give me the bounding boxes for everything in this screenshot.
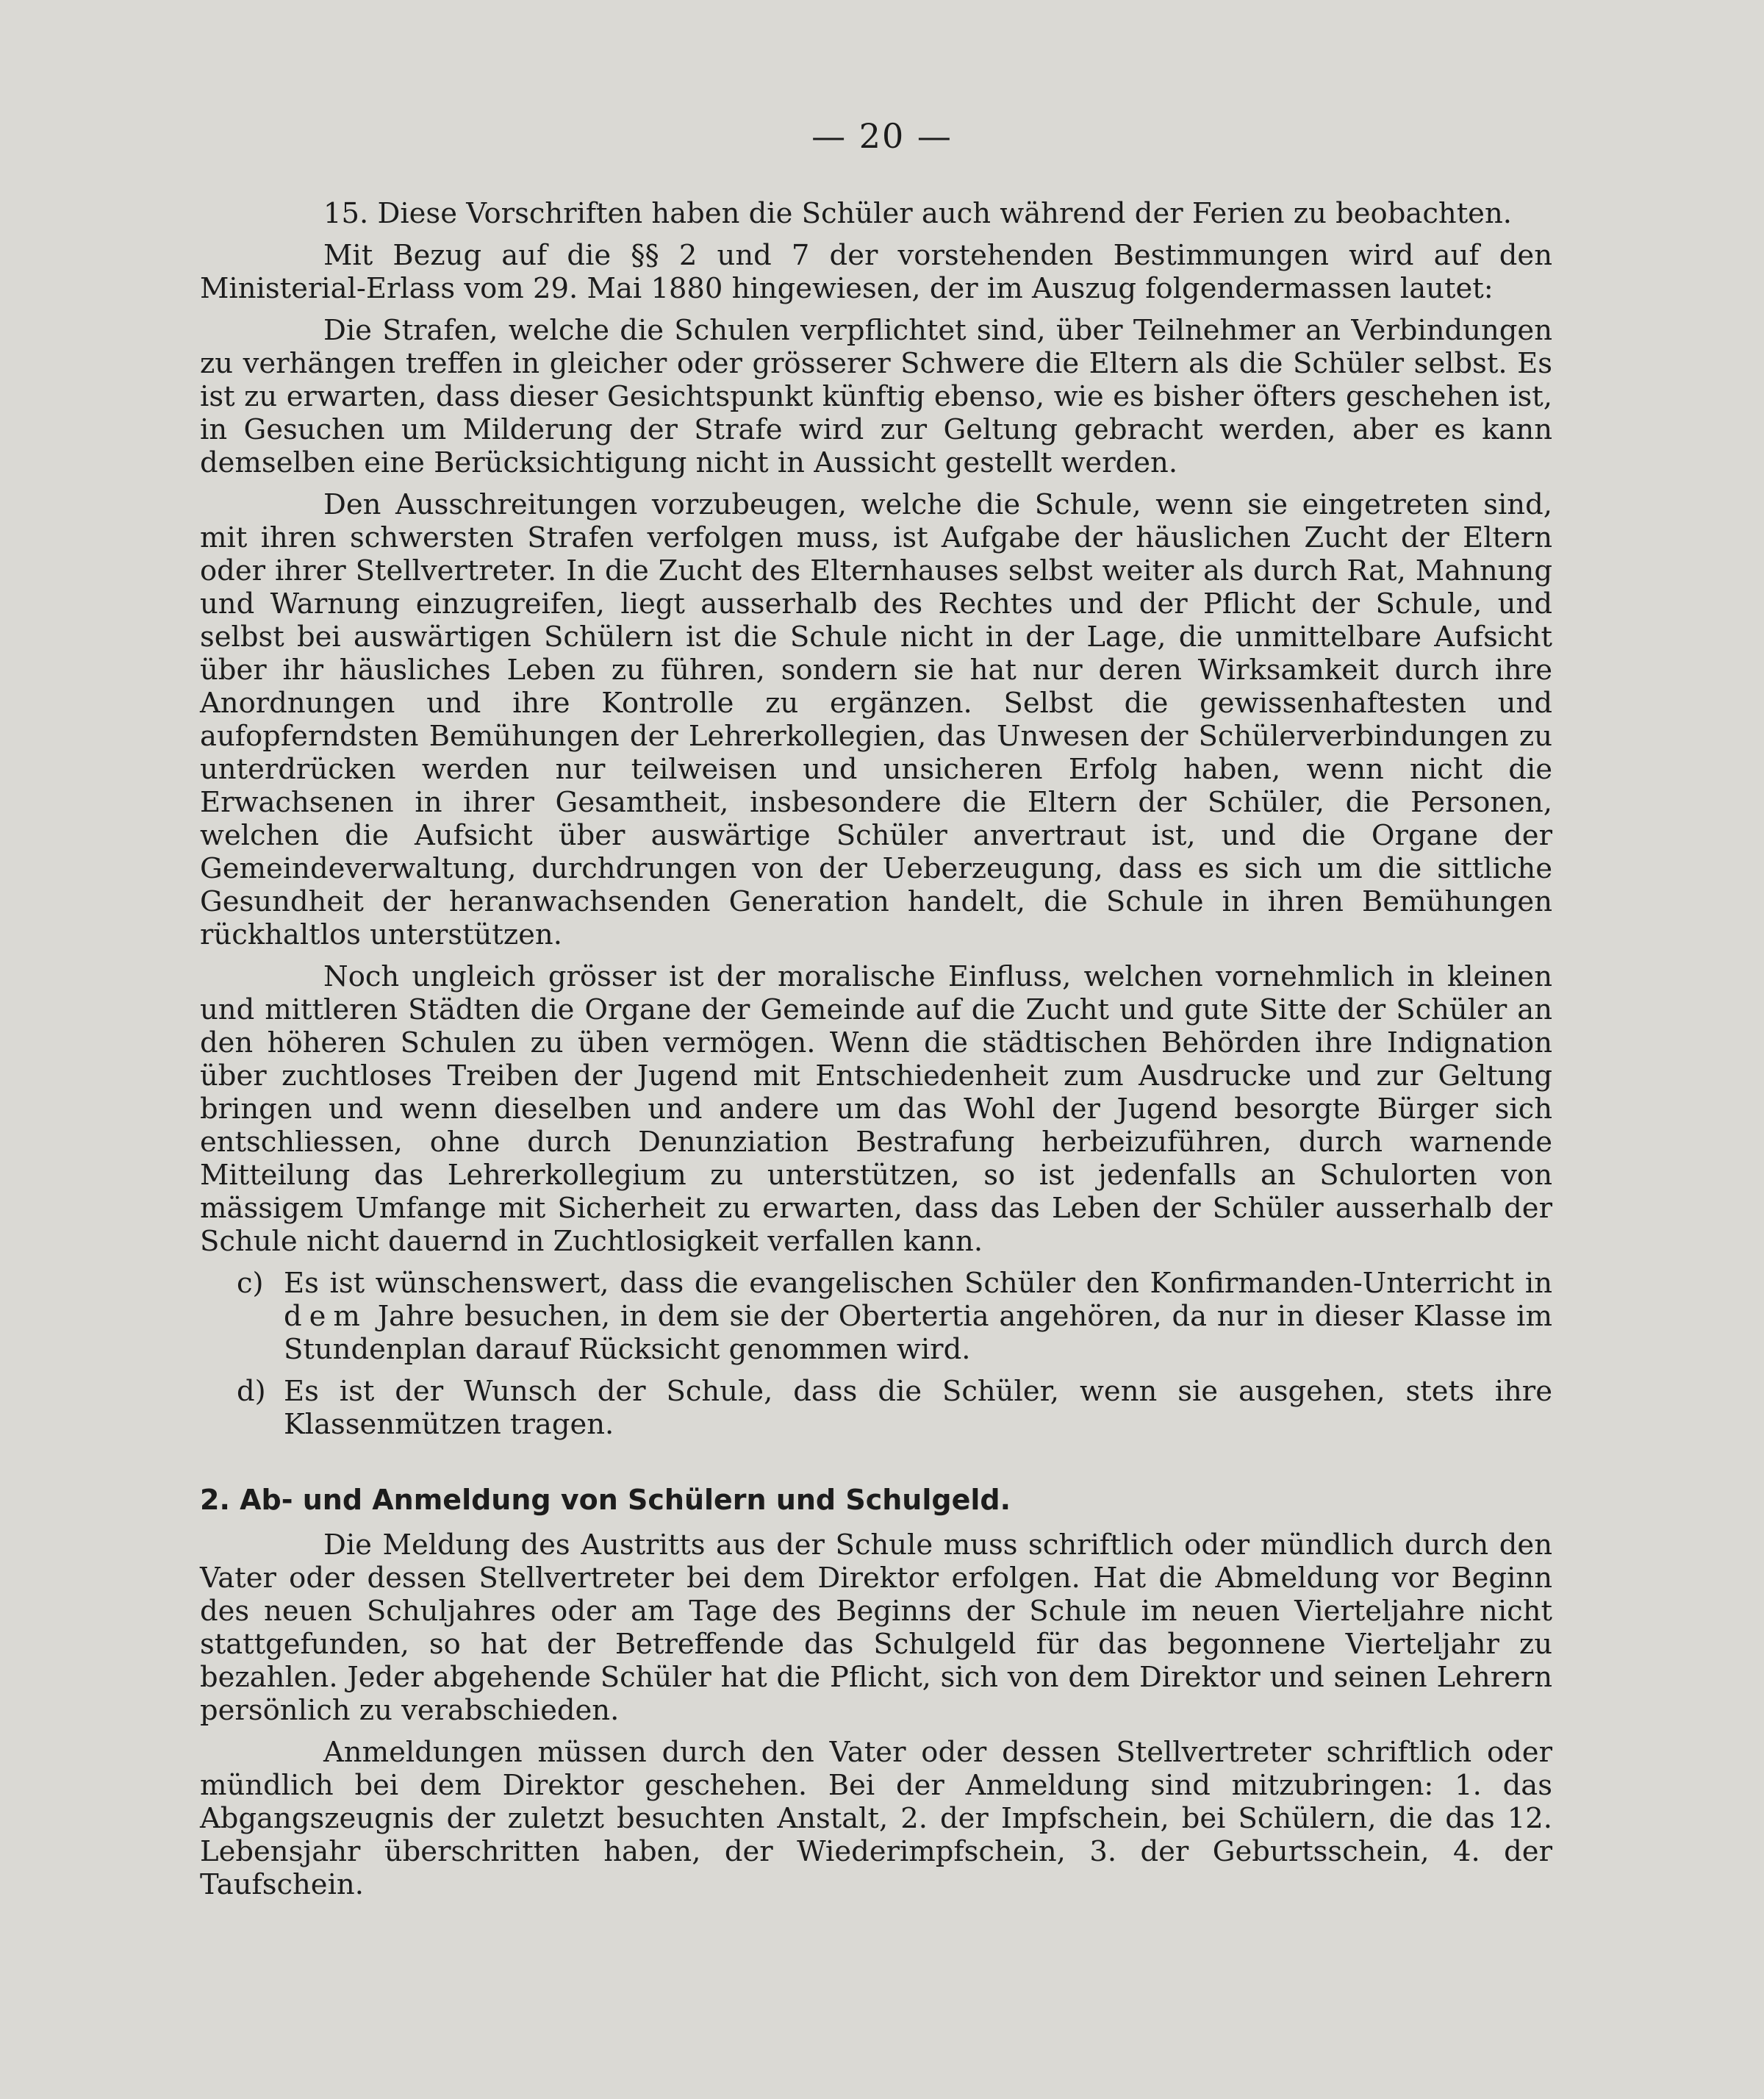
decree-excerpt-paragraph: Noch ungleich grösser ist der moralische Einfluss, welchen vornehmlich in kleinen und mittleren Städten die Organe der Gemeinde auf die Zucht und gute Sitte der Schüler an den höheren Schulen zu üben vermögen. Wenn die städtischen Behörden ihre Indignation über zuchtloses Treiben der Jugend mit Entschiedenheit zum Ausdrucke und zur Geltung bringen und wenn dieselben und andere um das Wohl der Jugend besorgte Bürger sich entschliessen, ohne durch Denunziation Bestrafung herbeizuführen, durch warnende Mitteilung das Lehrerkollegium zu unterstützen, so ist jedenfalls an Schulorten von mässigem Umfange mit Sicherheit zu erwarten, dass das Leben der Schüler ausserhalb der Schule nicht dauernd in Zuchtlosigkeit verfallen kann. — [200, 960, 1552, 1258]
withdrawal-paragraph: Die Meldung des Austritts aus der Schule muss schriftlich oder mündlich durch den Vater oder dessen Stellvertreter bei dem Direktor erfolgen. Hat die Abmeldung vor Beginn des neuen Schuljahres oder am Tage des Beginns der Schule im neuen Vierteljahre nicht stattgefunden, so hat der Betreffende das Schulgeld für das begonnene Vierteljahr zu bezahlen. Jeder abgehende Schüler hat die Pflicht, sich von dem Direktor und seinen Lehrern persönlich zu verabschieden. — [200, 1528, 1552, 1727]
item-text: Jahre besuchen, in dem sie der Obertertia angehören, da nur in dieser Klasse im Stundenplan darauf Rücksicht genommen wird. — [284, 1300, 1552, 1366]
list-item-c — [200, 1267, 1552, 1366]
decree-reference: Mit Bezug auf die §§ 2 und 7 der vorstehenden Bestimmungen wird auf den Ministerial-Erlass vom 29. Mai 1880 hingewiesen, der im Auszug folgendermassen lautet: — [200, 239, 1552, 305]
item-label: c) — [237, 1267, 264, 1300]
item-emphasis: dem — [284, 1300, 368, 1333]
decree-excerpt-paragraph: Die Strafen, welche die Schulen verpflichtet sind, über Teilnehmer an Verbindungen zu verhängen treffen in gleicher oder grösserer Schwere die Eltern als die Schüler selbst. Es ist zu erwarten, dass dieser Gesichtspunkt künftig ebenso, wie es bisher öfters geschehen ist, in Gesuchen um Milderung der Strafe wird zur Geltung gebracht werden, aber es kann demselben eine Berücksichtigung nicht in Aussicht gestellt werden. — [200, 314, 1552, 479]
registration-paragraph: Anmeldungen müssen durch den Vater oder dessen Stellvertreter schriftlich oder mündlich bei dem Direktor geschehen. Bei der Anmeldung sind mitzubringen: 1. das Abgangszeugnis der zuletzt besuchten Anstalt, 2. der Impfschein, bei Schülern, die das 12. Lebensjahr überschritten haben, der Wiederimpfschein, 3. der Geburtsschein, 4. der Taufschein. — [200, 1736, 1552, 1901]
item-text: Es ist wünschenswert, dass die evangelischen Schüler den Konfirmanden-Unterricht in — [284, 1267, 1552, 1300]
list-item-d — [200, 1375, 1552, 1441]
page-number: — 20 — — [811, 116, 953, 156]
rule-15: 15. Diese Vorschriften haben die Schüler auch während der Ferien zu beobachten. — [323, 197, 1512, 230]
page-content — [200, 197, 1552, 1910]
section-heading: 2. Ab- und Anmeldung von Schülern und Schulgeld. — [200, 1484, 1011, 1516]
item-text: Es ist der Wunsch der Schule, dass die Schüler, wenn sie ausgehen, stets ihre Klassenmützen tragen. — [284, 1375, 1552, 1441]
decree-excerpt-paragraph: Den Ausschreitungen vorzubeugen, welche die Schule, wenn sie eingetreten sind, mit ihren schwersten Strafen verfolgen muss, ist Aufgabe der häuslichen Zucht der Eltern oder ihrer Stellvertreter. In die Zucht des Elternhauses selbst weiter als durch Rat, Mahnung und Warnung einzugreifen, liegt ausserhalb des Rechtes und der Pflicht der Schule, und selbst bei auswärtigen Schülern ist die Schule nicht in der Lage, die unmittelbare Aufsicht über ihr häusliches Leben zu führen, sondern sie hat nur deren Wirksamkeit durch ihre Anordnungen und ihre Kontrolle zu ergänzen. Selbst die gewissenhaftesten und aufopferndsten Bemühungen der Lehrerkollegien, das Unwesen der Schülerverbindungen zu unterdrücken werden nur teilweisen und unsicheren Erfolg haben, wenn nicht die Erwachsenen in ihrer Gesamtheit, insbesondere die Eltern der Schüler, die Personen, welchen die Aufsicht über auswärtige Schüler anvertraut ist, und die Organe der Gemeindeverwaltung, durchdrungen von der Ueberzeugung, dass es sich um die sittliche Gesundheit der heranwachsenden Generation handelt, die Schule in ihren Bemühungen rückhaltlos unterstützen. — [200, 488, 1552, 951]
item-label: d) — [237, 1375, 266, 1408]
